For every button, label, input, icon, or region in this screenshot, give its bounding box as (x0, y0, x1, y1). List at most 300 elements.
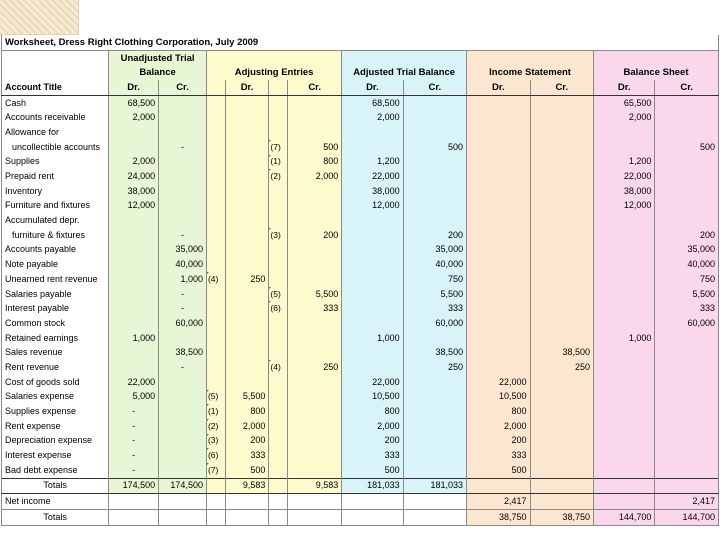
unadjusted-cr (159, 390, 207, 405)
adjusted-dr (342, 360, 403, 375)
table-row (2, 257, 719, 272)
income-dr (467, 257, 530, 272)
table-row (2, 228, 719, 243)
balance-cr (655, 331, 719, 346)
unadjusted-dr: - (109, 448, 159, 463)
unadjusted-cr: 1,000 (159, 272, 207, 287)
adj-cr (288, 184, 342, 199)
account-title: Prepaid rent (2, 169, 109, 184)
balance-dr (594, 272, 655, 287)
adj-cr-ref (269, 434, 288, 449)
adjusted-cr: 40,000 (403, 257, 466, 272)
spacer (269, 494, 288, 510)
adjusted-cr (403, 213, 466, 228)
adj-cr: 200 (288, 228, 342, 243)
income-cr (530, 448, 593, 463)
net-income-row (2, 494, 719, 510)
table-row (2, 375, 719, 390)
adj-cr (288, 345, 342, 360)
balance-dr (594, 463, 655, 478)
account-title: Interest payable (2, 301, 109, 316)
adj-dr-ref: (3) (206, 434, 225, 449)
income-cr (530, 463, 593, 478)
income-cr (530, 419, 593, 434)
header-dr: Dr. (594, 80, 655, 95)
adj-cr: 250 (288, 360, 342, 375)
adjusted-dr (342, 287, 403, 302)
unadjusted-cr (159, 95, 207, 110)
adj-dr (225, 228, 269, 243)
balance-cr: 750 (655, 272, 719, 287)
balance-dr: 12,000 (594, 199, 655, 214)
adj-dr (225, 199, 269, 214)
account-title: Accounts payable (2, 243, 109, 258)
header-account-title: Account Title (2, 80, 109, 95)
income-dr (467, 95, 530, 110)
header-dr: Dr. (467, 80, 530, 95)
income-dr (467, 199, 530, 214)
income-dr (467, 331, 530, 346)
balance-cr: 333 (655, 301, 719, 316)
adj-cr-ref (269, 243, 288, 258)
table-row (2, 316, 719, 331)
unadjusted-dr: 12,000 (109, 199, 159, 214)
income-cr (530, 434, 593, 449)
adj-dr-ref (206, 360, 225, 375)
income-cr (530, 228, 593, 243)
adj-dr (225, 213, 269, 228)
balance-dr (594, 213, 655, 228)
balance-cr (655, 463, 719, 478)
unadjusted-cr (159, 184, 207, 199)
spacer (225, 510, 269, 526)
adj-dr-ref (206, 331, 225, 346)
balance-dr (594, 375, 655, 390)
adj-cr-ref (269, 110, 288, 125)
adj-cr-ref (269, 404, 288, 419)
totals-unadjusted-cr: 174,500 (159, 478, 207, 494)
adjusted-dr (342, 243, 403, 258)
adjusted-dr (342, 272, 403, 287)
adj-cr-ref (269, 419, 288, 434)
header-dr: Dr. (225, 80, 269, 95)
balance-dr: 22,000 (594, 169, 655, 184)
table-row (2, 140, 719, 155)
unadjusted-cr (159, 169, 207, 184)
unadjusted-dr: - (109, 434, 159, 449)
balance-dr (594, 404, 655, 419)
adj-cr-ref (269, 390, 288, 405)
adj-dr (225, 243, 269, 258)
adj-dr (225, 301, 269, 316)
logo-swatch (0, 0, 79, 35)
adjusted-cr (403, 434, 466, 449)
adj-cr-ref (269, 257, 288, 272)
adjusted-dr: 12,000 (342, 199, 403, 214)
account-title: Retained earnings (2, 331, 109, 346)
income-dr (467, 287, 530, 302)
adj-cr (288, 257, 342, 272)
adj-cr-ref (269, 331, 288, 346)
adj-dr-ref (206, 184, 225, 199)
unadjusted-cr (159, 110, 207, 125)
balance-cr (655, 184, 719, 199)
income-dr (467, 345, 530, 360)
balance-dr (594, 287, 655, 302)
worksheet-title: Worksheet, Dress Right Clothing Corporation, July 2009 (2, 35, 719, 50)
adj-dr-ref (206, 287, 225, 302)
balance-dr: 1,200 (594, 155, 655, 170)
adj-dr-ref (206, 213, 225, 228)
adjusted-cr (403, 448, 466, 463)
income-cr (530, 257, 593, 272)
account-title: Rent revenue (2, 360, 109, 375)
balance-dr (594, 345, 655, 360)
adj-dr-ref: (5) (206, 390, 225, 405)
balance-dr (594, 316, 655, 331)
adj-cr-ref: (7) (269, 140, 288, 155)
adj-dr: 5,500 (225, 390, 269, 405)
spacer (342, 494, 403, 510)
unadjusted-dr: - (109, 419, 159, 434)
income-cr: 250 (530, 360, 593, 375)
adjusted-cr (403, 463, 466, 478)
table-row (2, 360, 719, 375)
adj-dr (225, 184, 269, 199)
account-title: Allowance for (2, 125, 109, 140)
adjusted-cr (403, 199, 466, 214)
spacer (403, 510, 466, 526)
totals-adjusted-dr: 181,033 (342, 478, 403, 494)
adj-cr-ref: (6) (269, 301, 288, 316)
final-income-dr: 38,750 (467, 510, 530, 526)
balance-cr (655, 213, 719, 228)
balance-dr (594, 448, 655, 463)
totals-unadjusted-dr: 174,500 (109, 478, 159, 494)
income-dr (467, 155, 530, 170)
adj-dr (225, 345, 269, 360)
adj-cr-ref: (4) (269, 360, 288, 375)
unadjusted-dr (109, 272, 159, 287)
income-cr (530, 316, 593, 331)
adj-cr: 500 (288, 140, 342, 155)
income-dr: 800 (467, 404, 530, 419)
adjusted-cr (403, 95, 466, 110)
unadjusted-cr: 60,000 (159, 316, 207, 331)
income-cr (530, 184, 593, 199)
account-title: Salaries expense (2, 390, 109, 405)
account-title: uncollectible accounts (2, 140, 109, 155)
net-income-dr: 2,417 (467, 494, 530, 510)
balance-dr (594, 228, 655, 243)
unadjusted-cr (159, 155, 207, 170)
adjusted-dr: 2,000 (342, 419, 403, 434)
account-title: Cost of goods sold (2, 375, 109, 390)
balance-cr: 40,000 (655, 257, 719, 272)
unadjusted-cr (159, 199, 207, 214)
adjusted-dr: 1,000 (342, 331, 403, 346)
unadjusted-dr (109, 213, 159, 228)
adj-dr: 500 (225, 463, 269, 478)
income-cr (530, 95, 593, 110)
income-dr (467, 316, 530, 331)
adjusted-cr: 60,000 (403, 316, 466, 331)
adjusted-dr: 2,000 (342, 110, 403, 125)
table-row (2, 345, 719, 360)
adj-dr-ref (206, 257, 225, 272)
table-row (2, 213, 719, 228)
table-row (2, 125, 719, 140)
spacer (109, 494, 159, 510)
unadjusted-cr (159, 463, 207, 478)
balance-dr (594, 125, 655, 140)
unadjusted-dr (109, 257, 159, 272)
adjusted-cr (403, 419, 466, 434)
adj-cr-ref (269, 375, 288, 390)
balance-cr (655, 199, 719, 214)
adjusted-cr (403, 125, 466, 140)
income-cr: 38,500 (530, 345, 593, 360)
adj-cr-ref: (2) (269, 169, 288, 184)
balance-cr (655, 345, 719, 360)
balance-cr (655, 155, 719, 170)
adjusted-dr (342, 301, 403, 316)
adjusted-cr: 500 (403, 140, 466, 155)
table-row (2, 434, 719, 449)
unadjusted-dr (109, 345, 159, 360)
adj-dr (225, 331, 269, 346)
balance-cr: 5,500 (655, 287, 719, 302)
adj-cr (288, 375, 342, 390)
unadjusted-cr (159, 434, 207, 449)
income-cr (530, 155, 593, 170)
worksheet-table (1, 35, 719, 526)
unadjusted-dr: 1,000 (109, 331, 159, 346)
income-dr: 200 (467, 434, 530, 449)
spacer (206, 478, 225, 494)
account-title: furniture & fixtures (2, 228, 109, 243)
spacer (225, 494, 269, 510)
adjusted-dr (342, 345, 403, 360)
table-row (2, 287, 719, 302)
balance-cr (655, 375, 719, 390)
spacer (159, 494, 207, 510)
adjusted-dr: 1,200 (342, 155, 403, 170)
header-cr: Cr. (655, 80, 719, 95)
account-title: Salaries payable (2, 287, 109, 302)
header-balance-sheet: Balance Sheet (594, 65, 719, 80)
adj-dr-ref: (2) (206, 419, 225, 434)
adj-cr-ref: (5) (269, 287, 288, 302)
net-income-cr: 2,417 (655, 494, 719, 510)
income-dr (467, 301, 530, 316)
balance-dr (594, 390, 655, 405)
spacer (269, 478, 288, 494)
income-dr (467, 213, 530, 228)
account-title: Sales revenue (2, 345, 109, 360)
adjusted-cr: 38,500 (403, 345, 466, 360)
unadjusted-dr (109, 140, 159, 155)
adjusted-cr (403, 110, 466, 125)
adjusted-cr: 250 (403, 360, 466, 375)
adj-cr: 800 (288, 155, 342, 170)
table-row (2, 301, 719, 316)
adj-dr-ref: (4) (206, 272, 225, 287)
adj-dr (225, 125, 269, 140)
header-unadjusted-line2: Balance (109, 65, 207, 80)
header-cr: Cr. (288, 80, 342, 95)
adj-cr-ref (269, 184, 288, 199)
adjusted-cr (403, 184, 466, 199)
adj-dr-ref (206, 155, 225, 170)
income-cr (530, 169, 593, 184)
adj-dr (225, 169, 269, 184)
adjusted-dr: 200 (342, 434, 403, 449)
adjusted-cr: 5,500 (403, 287, 466, 302)
income-cr (530, 243, 593, 258)
balance-dr (594, 434, 655, 449)
balance-cr (655, 390, 719, 405)
spacer (206, 494, 225, 510)
unadjusted-dr (109, 125, 159, 140)
balance-cr (655, 169, 719, 184)
income-dr (467, 184, 530, 199)
adj-dr (225, 360, 269, 375)
table-row (2, 419, 719, 434)
adj-cr-ref (269, 125, 288, 140)
spacer (269, 510, 288, 526)
adjusted-dr (342, 316, 403, 331)
adj-dr-ref (206, 140, 225, 155)
unadjusted-cr (159, 125, 207, 140)
balance-cr: 35,000 (655, 243, 719, 258)
header-dr: Dr. (342, 80, 403, 95)
adjusted-cr: 35,000 (403, 243, 466, 258)
table-row (2, 95, 719, 110)
income-cr (530, 375, 593, 390)
income-dr (467, 169, 530, 184)
unadjusted-dr (109, 228, 159, 243)
adj-dr (225, 155, 269, 170)
account-title: Rent expense (2, 419, 109, 434)
adjusted-dr (342, 125, 403, 140)
income-dr (467, 228, 530, 243)
adjusted-dr (342, 257, 403, 272)
header-cr: Cr. (159, 80, 207, 95)
account-title: Cash (2, 95, 109, 110)
adj-cr (288, 463, 342, 478)
balance-dr (594, 257, 655, 272)
header-unadjusted-line1: Unadjusted Trial (109, 50, 207, 65)
unadjusted-cr: 38,500 (159, 345, 207, 360)
unadjusted-cr (159, 375, 207, 390)
adj-dr (225, 287, 269, 302)
unadjusted-cr: 35,000 (159, 243, 207, 258)
income-dr: 333 (467, 448, 530, 463)
adj-dr-ref (206, 301, 225, 316)
unadjusted-cr (159, 213, 207, 228)
totals-adj-dr: 9,583 (225, 478, 269, 494)
balance-dr (594, 243, 655, 258)
income-dr: 500 (467, 463, 530, 478)
unadjusted-cr: - (159, 140, 207, 155)
adjusted-dr: 38,000 (342, 184, 403, 199)
account-title: Inventory (2, 184, 109, 199)
adjusted-dr (342, 140, 403, 155)
adj-cr (288, 419, 342, 434)
unadjusted-dr: 68,500 (109, 95, 159, 110)
spacer (206, 510, 225, 526)
adjusted-cr: 333 (403, 301, 466, 316)
adjusted-cr (403, 375, 466, 390)
account-title: Accounts receivable (2, 110, 109, 125)
adj-dr-ref (206, 375, 225, 390)
final-balance-dr: 144,700 (594, 510, 655, 526)
adj-cr: 2,000 (288, 169, 342, 184)
balance-dr: 2,000 (594, 110, 655, 125)
final-totals-row (2, 510, 719, 526)
adj-dr-ref (206, 169, 225, 184)
spacer (109, 510, 159, 526)
totals-label: Totals (2, 478, 109, 494)
balance-cr (655, 360, 719, 375)
income-cr (530, 404, 593, 419)
income-cr (530, 390, 593, 405)
adj-cr (288, 199, 342, 214)
account-title: Depreciation expense (2, 434, 109, 449)
adj-dr: 200 (225, 434, 269, 449)
unadjusted-dr: 5,000 (109, 390, 159, 405)
balance-dr: 65,500 (594, 95, 655, 110)
adj-cr (288, 272, 342, 287)
income-dr (467, 243, 530, 258)
adj-cr-ref (269, 272, 288, 287)
unadjusted-dr: - (109, 404, 159, 419)
adjusted-dr: 22,000 (342, 169, 403, 184)
header-cr: Cr. (530, 80, 593, 95)
adj-cr (288, 110, 342, 125)
adj-dr-ref: (7) (206, 463, 225, 478)
adj-dr-ref (206, 110, 225, 125)
adjusted-dr: 333 (342, 448, 403, 463)
balance-dr (594, 419, 655, 434)
adj-cr-ref (269, 345, 288, 360)
adjusted-cr (403, 155, 466, 170)
adj-dr-ref (206, 316, 225, 331)
income-dr (467, 360, 530, 375)
totals-row (2, 478, 719, 494)
adjusted-dr: 22,000 (342, 375, 403, 390)
account-title: Supplies expense (2, 404, 109, 419)
balance-cr: 200 (655, 228, 719, 243)
income-dr (467, 272, 530, 287)
adj-cr: 5,500 (288, 287, 342, 302)
income-cr (530, 125, 593, 140)
adjusted-dr (342, 213, 403, 228)
adj-cr (288, 213, 342, 228)
balance-dr (594, 360, 655, 375)
table-row (2, 169, 719, 184)
unadjusted-dr: 22,000 (109, 375, 159, 390)
unadjusted-dr: 24,000 (109, 169, 159, 184)
adj-dr-ref (206, 228, 225, 243)
adj-cr (288, 404, 342, 419)
unadjusted-cr (159, 331, 207, 346)
income-dr: 2,000 (467, 419, 530, 434)
adj-dr-ref (206, 243, 225, 258)
spacer (342, 510, 403, 526)
spacer (655, 478, 719, 494)
